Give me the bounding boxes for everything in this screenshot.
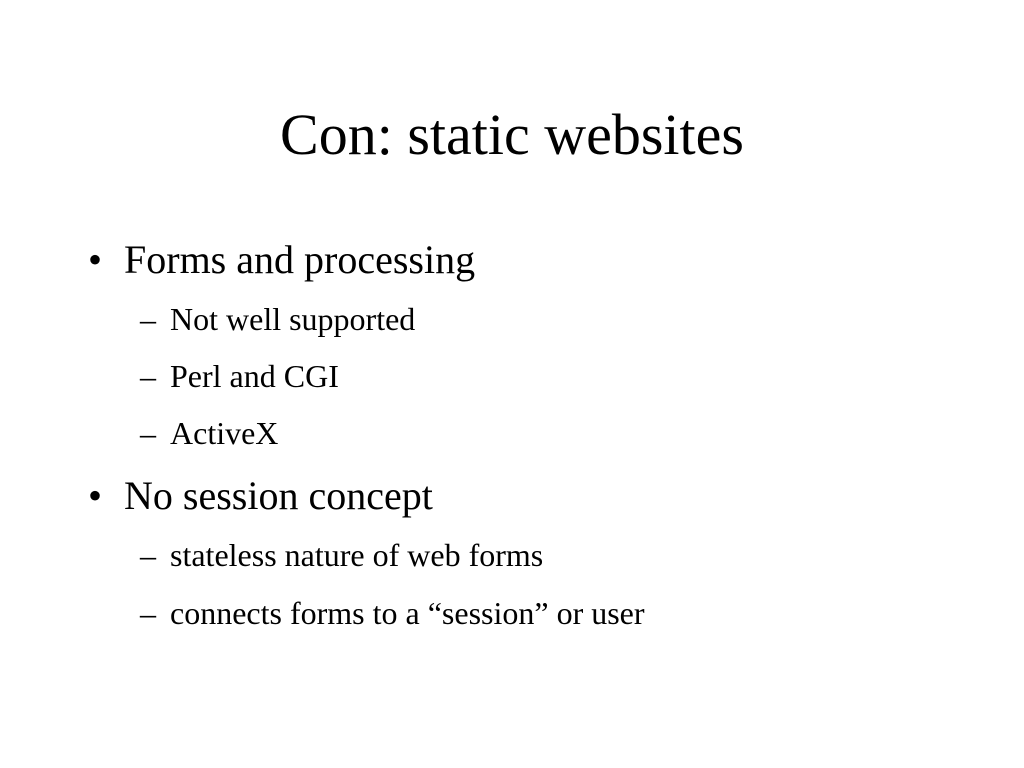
bullet-text: No session concept xyxy=(124,473,433,518)
sub-bullet-item xyxy=(140,413,278,453)
bullet-item xyxy=(88,236,475,284)
sub-bullet-text: Not well supported xyxy=(170,301,416,337)
sub-bullet-item xyxy=(140,299,415,339)
dash-marker: – xyxy=(140,537,156,573)
bullet-marker: • xyxy=(88,473,103,518)
sub-bullet-text: Perl and CGI xyxy=(170,358,339,394)
dash-marker: – xyxy=(140,415,156,451)
sub-bullet-text: connects forms to a “session” or user xyxy=(170,595,645,631)
sub-bullet-item xyxy=(140,535,543,575)
dash-marker: – xyxy=(140,358,156,394)
sub-bullet-text: stateless nature of web forms xyxy=(170,537,544,573)
bullet-text: Forms and processing xyxy=(124,237,476,282)
bullet-marker: • xyxy=(88,237,103,282)
dash-marker: – xyxy=(140,595,156,631)
dash-marker: – xyxy=(140,301,156,337)
sub-bullet-item xyxy=(140,593,645,633)
sub-bullet-text: ActiveX xyxy=(170,415,279,451)
slide-title: Con: static websites xyxy=(280,102,744,167)
bullet-item xyxy=(88,472,433,520)
sub-bullet-item xyxy=(140,356,339,396)
